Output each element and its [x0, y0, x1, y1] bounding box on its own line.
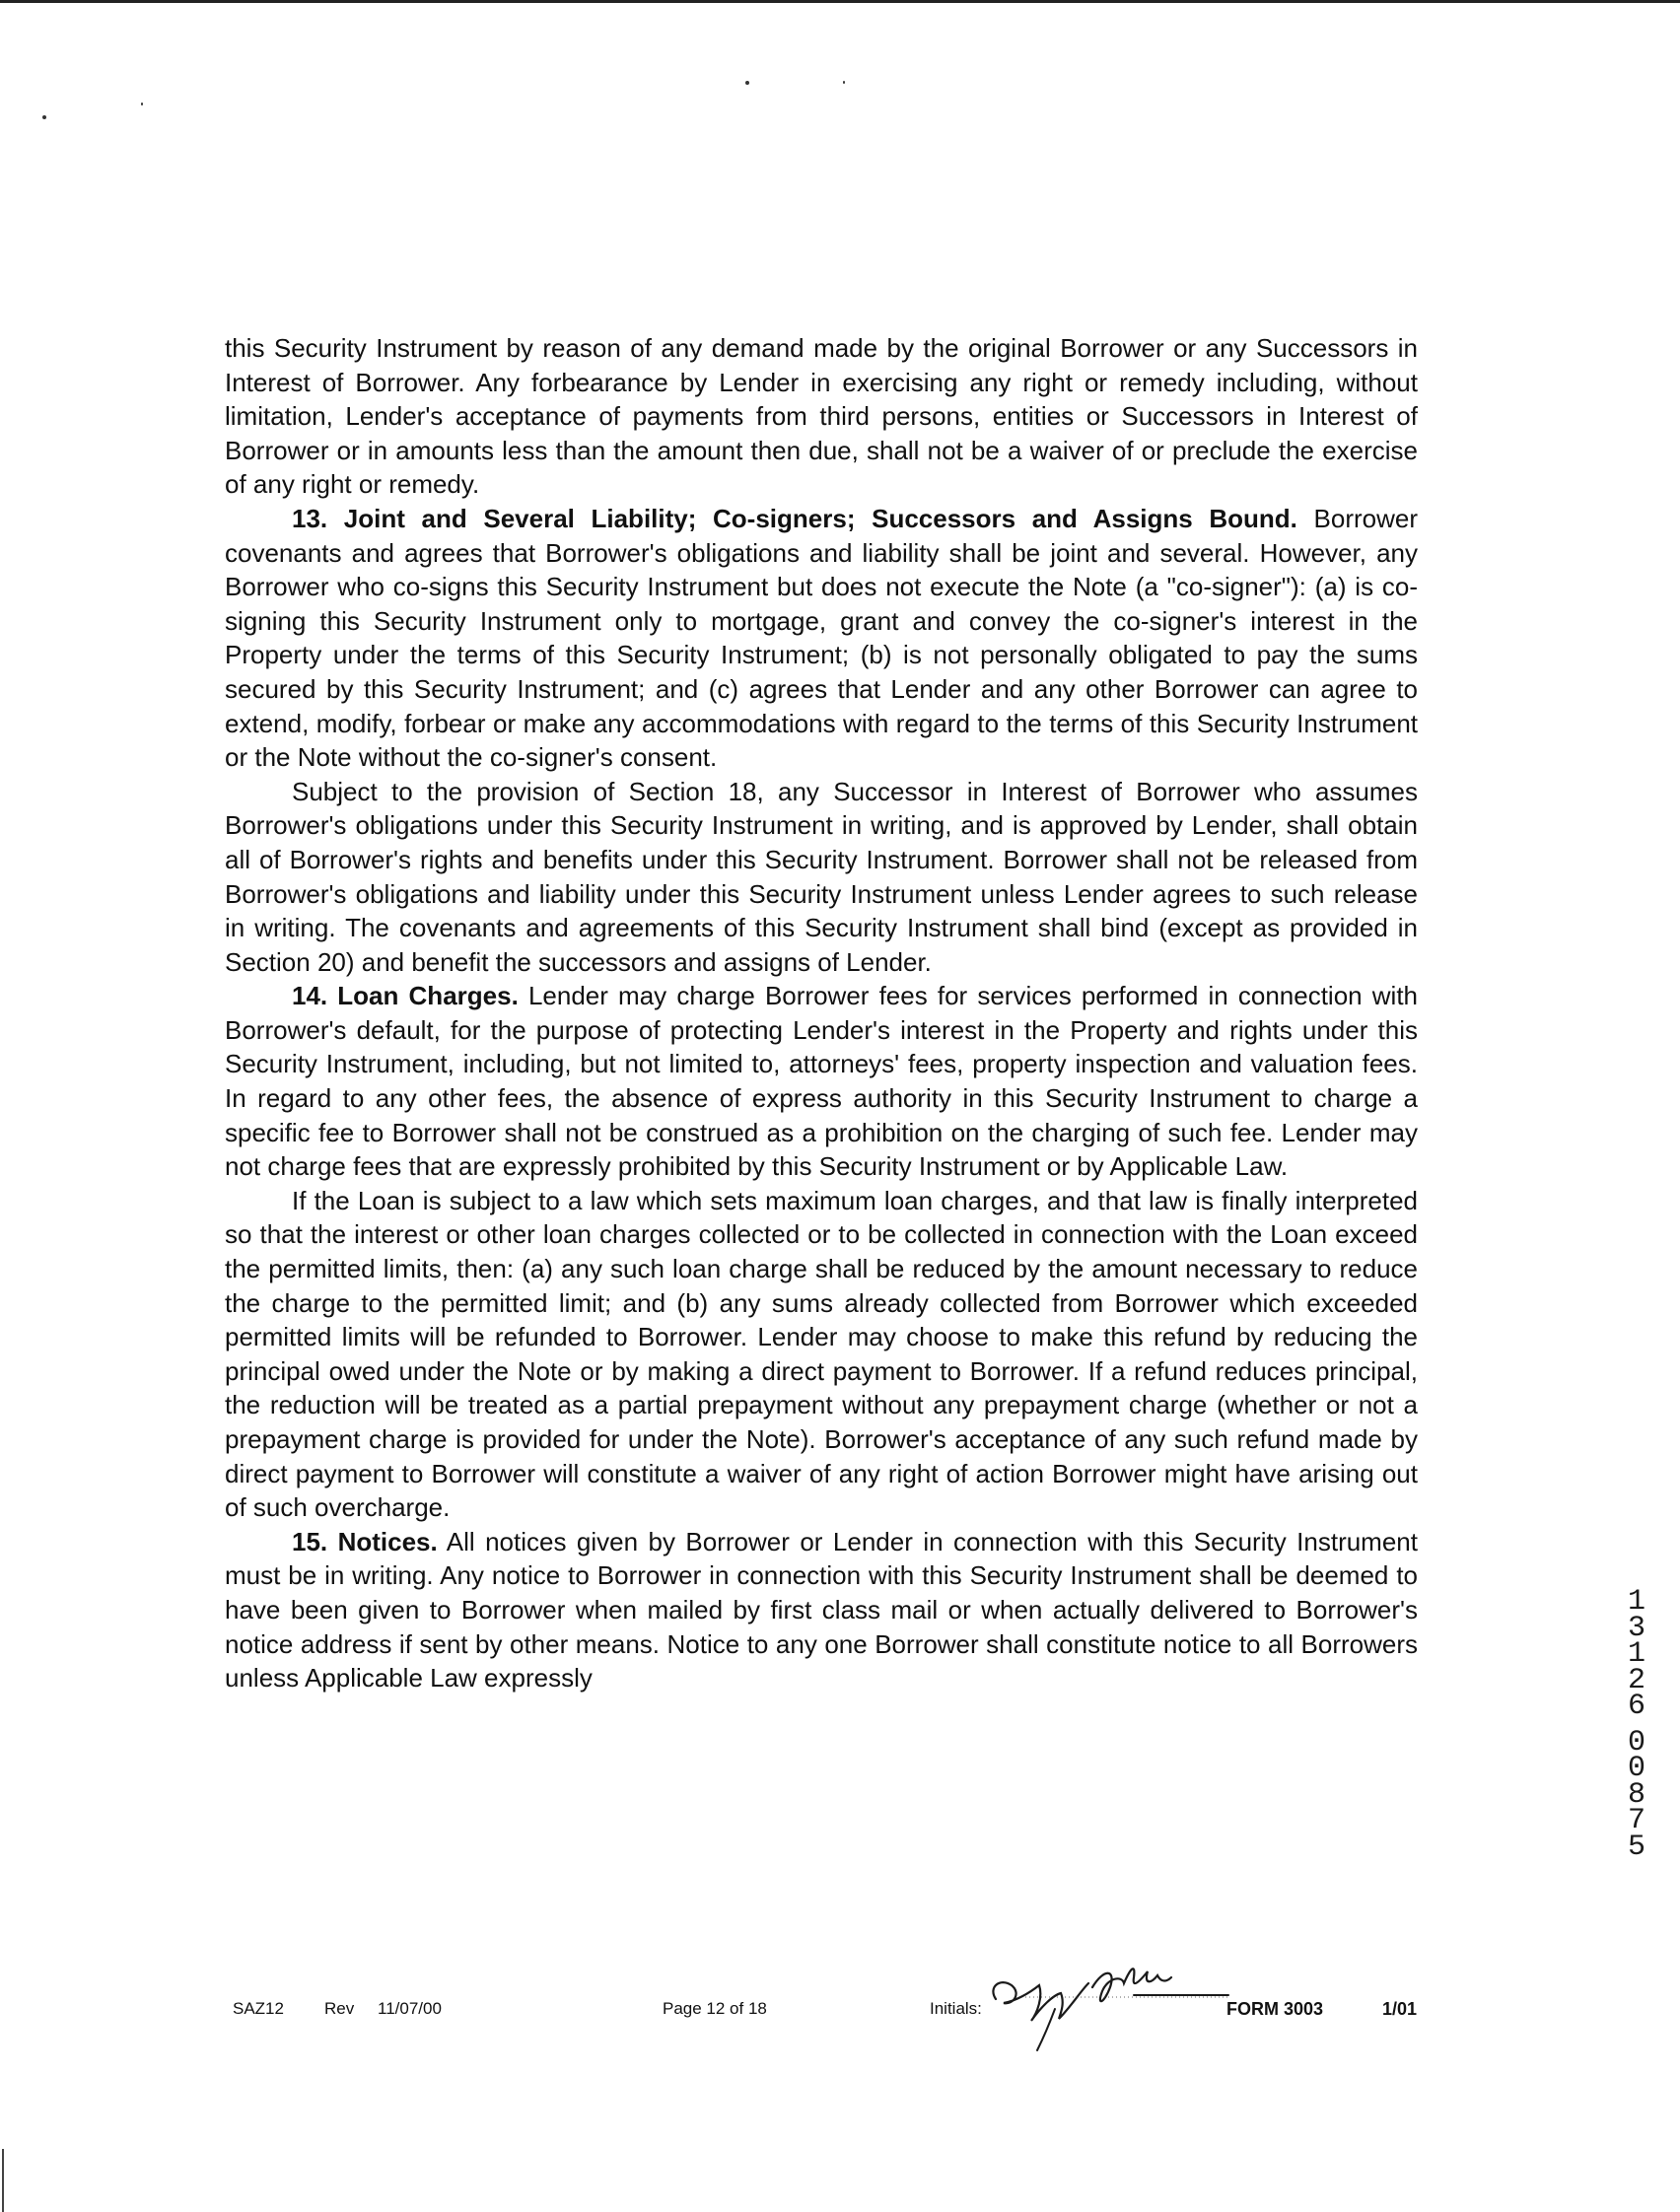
paragraph-text: Borrower covenants and agrees that Borrower's obligations and liability shall be joint and several. However, any Borrower who co-signs this Security Instrument but does not execute the Note (a "co-signer"): (a) is co-signing this Security Instrument only to mortgage, grant and convey the co-signer's interest in the Property under the terms of this Security Instrument; (b) is not personally obligated to pay the sums secured by this Security Instrument; and (c) agrees that Lender and any other Borrower can agree to extend, modify, forbear or make any accommodations with regard to the terms of this Security Instrument or the Note without the co-signer's consent.: [225, 503, 1418, 773]
scan-left-edge-mark: [2, 2149, 4, 2212]
section-14-heading: 14. Loan Charges.: [292, 981, 519, 1011]
stamp-digit: 5: [1627, 1830, 1645, 1864]
document-body: [225, 331, 1418, 1695]
stamp-digit: 1: [1627, 1585, 1645, 1619]
side-document-stamp: [1617, 1585, 1656, 1864]
scan-speck: [42, 115, 46, 119]
scan-speck: [745, 81, 749, 85]
scan-top-border: [0, 0, 1680, 3]
stamp-digit: 6: [1627, 1690, 1645, 1723]
footer-initials-label: Initials:: [930, 1999, 982, 2018]
scan-speck: [141, 103, 143, 105]
section-15-heading: 15. Notices.: [292, 1526, 438, 1556]
stamp-digit: 8: [1627, 1777, 1645, 1812]
footer-form-number: FORM 3003: [1226, 1999, 1324, 2019]
stamp-digit: 3: [1627, 1611, 1645, 1645]
paragraph-section-14: [225, 979, 1418, 1184]
footer-rev-date: 11/07/00: [378, 1999, 442, 2018]
section-13-heading: 13. Joint and Several Liability; Co-signers; Successors and Assigns Bound.: [292, 503, 1297, 533]
stamp-digit: 0: [1627, 1725, 1645, 1760]
footer-rev-label: Rev: [324, 1999, 355, 2018]
paragraph-successor-in-interest: [225, 775, 1418, 980]
footer-form-date: 1/01: [1382, 1999, 1418, 2019]
paragraph-forbearance-continuation: [225, 331, 1418, 502]
paragraph-maximum-loan-charges: [225, 1184, 1418, 1525]
paragraph-text: All notices given by Borrower or Lender in connection with this Security Instrument must be in writing. Any notice to Borrower in connection with this Security Instrument shall be deemed to have been given to Borrower when mailed by first class mail or when actually delivered to Borrower's notice address if sent by other means. Notice to any one Borrower shall constitute notice to all Borrowers unless Applicable Law expressly: [225, 1526, 1418, 1694]
paragraph-section-13: [225, 502, 1418, 775]
paragraph-text: Subject to the provision of Section 18, any Successor in Interest of Borrower who assumes Borrower's obligations under this Security Instrument in writing, and is approved by Lender, shall obtain all of Borrower's rights and benefits under this Security Instrument. Borrower shall not be released from Borrower's obligations and liability under this Security Instrument unless Lender agrees to such release in writing. The covenants and agreements of this Security Instrument shall bind (except as provided in Section 20) and benefit the successors and assigns of Lender.: [225, 776, 1418, 977]
stamp-digit: 1: [1627, 1637, 1645, 1671]
paragraph-section-15: [225, 1525, 1418, 1695]
stamp-digit: 0: [1627, 1752, 1645, 1785]
footer-page-number: Page 12 of 18: [663, 1999, 767, 2018]
initials-signature: [986, 1948, 1232, 2056]
paragraph-text: this Security Instrument by reason of any demand made by the original Borrower or any Successors in Interest of Borrower. Any forbearance by Lender in exercising any right or remedy including, without limitation, Lender's acceptance of payments from third persons, entities or Successors in Interest of Borrower or in amounts less than the amount then due, shall not be a waiver of or preclude the exercise of any right or remedy.: [225, 333, 1418, 500]
stamp-digit: 2: [1627, 1663, 1645, 1697]
paragraph-text: If the Loan is subject to a law which sets maximum loan charges, and that law is finally interpreted so that the interest or other loan charges collected or to be collected in connection with the Loan exceed the permitted limits, then: (a) any such loan charge shall be reduced by the amount necessary to reduce the charge to the permitted limit; and (b) any sums already collected from Borrower which exceeded permitted limits will be refunded to Borrower. Lender may choose to make this refund by reducing the principal owed under the Note or by making a direct payment to Borrower. If a refund reduces principal, the reduction will be treated as a partial prepayment without any prepayment charge (whether or not a prepayment charge is provided for under the Note). Borrower's acceptance of any such refund made by direct payment to Borrower will constitute a waiver of any right of action Borrower might have arising out of such overcharge.: [225, 1185, 1418, 1523]
scan-speck: [843, 81, 845, 84]
stamp-digit: 7: [1627, 1804, 1645, 1837]
paragraph-text: Lender may charge Borrower fees for services performed in connection with Borrower's default, for the purpose of protecting Lender's interest in the Property and rights under this Security Instrument, including, but not limited to, attorneys' fees, property inspection and valuation fees. In regard to any other fees, the absence of express authority in this Security Instrument to charge a specific fee to Borrower shall not be construed as a prohibition on the charging of such fee. Lender may not charge fees that are expressly prohibited by this Security Instrument or by Applicable Law.: [225, 981, 1419, 1182]
footer-form-code: SAZ12: [233, 1999, 284, 2018]
